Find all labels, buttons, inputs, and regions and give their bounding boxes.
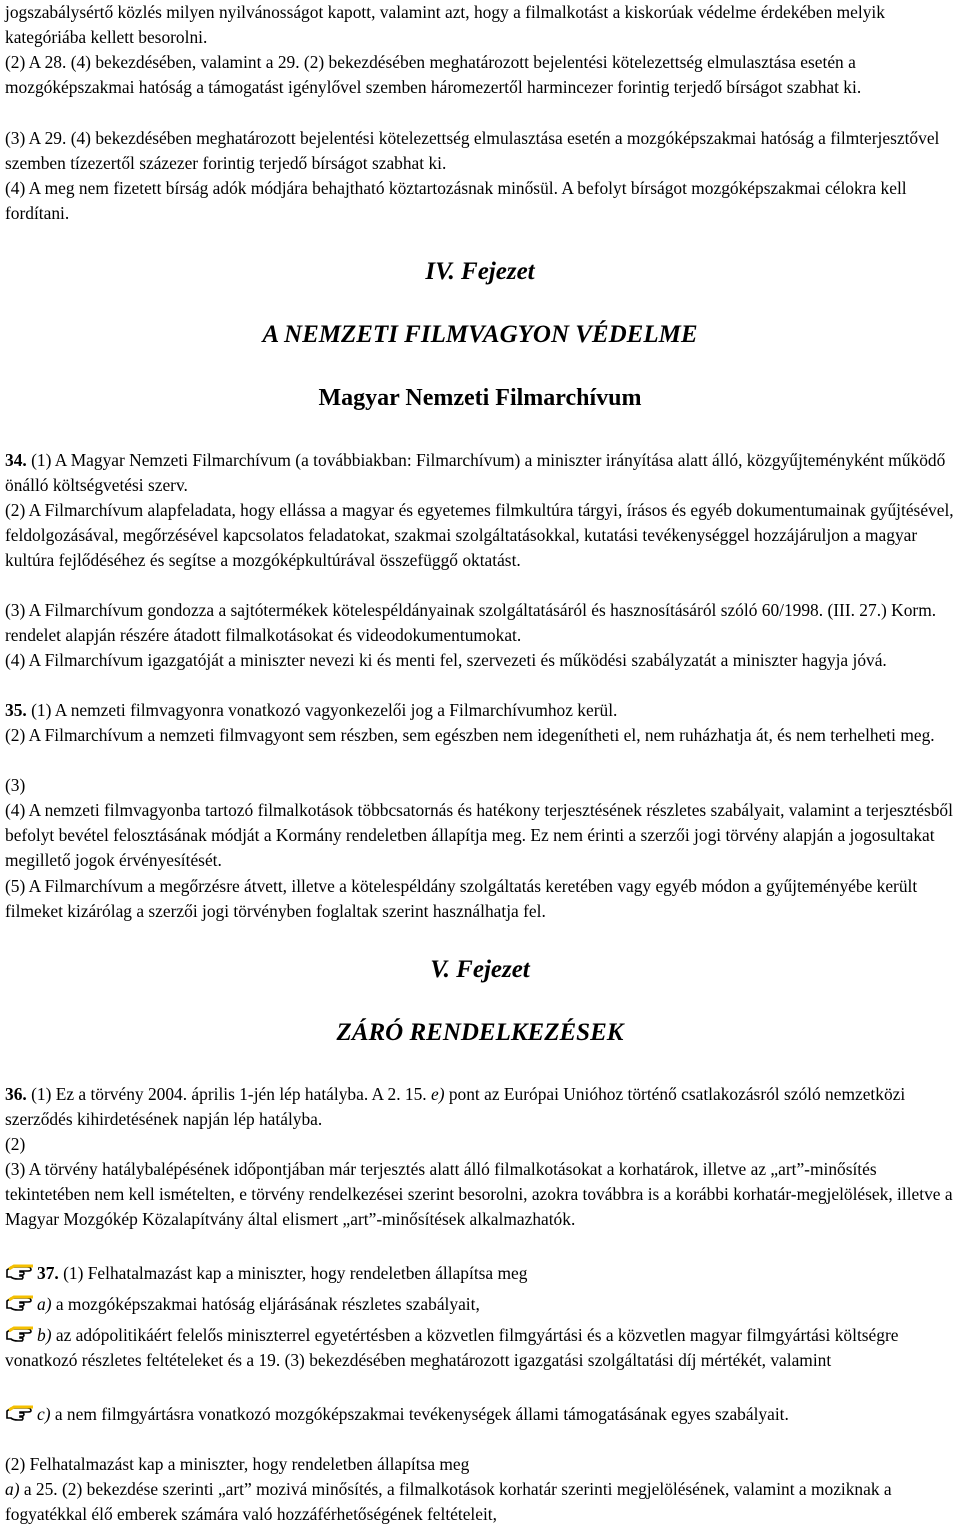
point-letter: e) bbox=[430, 1084, 445, 1104]
point-letter: b) bbox=[37, 1325, 52, 1345]
section-number: 36. bbox=[5, 1084, 27, 1104]
section-35-2: (2) A Filmarchívum a nemzeti filmvagyont sem részben, sem egészben nem idegenítheti el, nem ruházhatja át, és nem terhelheti meg. bbox=[5, 725, 935, 745]
section-37-1-a bbox=[5, 1292, 956, 1317]
section-36-2: (2) bbox=[5, 1134, 26, 1154]
section-34-2: (2) A Filmarchívum alapfeladata, hogy ellássa a magyar és egyetemes filmkultúra tárgyi, írásos és egyéb dokumentumainak gyűjtésével, feldolgozásával, megőrzésével kapcsolatos feladatokat, szakmai szolgáltatásokkal, kutatási tevékenységgel hozzájáruljon a magyar kultúra fejlődéséhez és segítse a mozgóképkultúrával összefüggő oktatást. bbox=[5, 500, 954, 570]
point-text: a mozgóképszakmai hatóság eljárásának részletes szabályait, bbox=[51, 1294, 480, 1314]
pointing-hand-icon[interactable] bbox=[5, 1292, 35, 1314]
section-37-1-b bbox=[5, 1323, 956, 1373]
section-37-2-a bbox=[5, 1477, 956, 1527]
chapter-4-subtitle: Magyar Nemzeti Filmarchívum bbox=[318, 385, 642, 411]
section-36-3: (3) A törvény hatálybalépésének időpontjában már terjesztés alatt álló filmalkotásokat a korhatárok, illetve az „art”-minősítés tekintetében nem kell ismételten, e törvény rendelkezései szerint besorolni, azokra továbbra is a korábbi korhatár-megjelölések, illetve a Magyar Mozgókép Közalapítvány által elismert „art”-minősítések alkalmazhatók. bbox=[5, 1159, 953, 1229]
paragraph-28-4: (4) A meg nem fizetett bírság adók módjára behajtható köztartozásnak minősül. A befolyt bírságot mozgóképszakmai célokra kell fordítani. bbox=[5, 178, 907, 223]
section-35-1 bbox=[5, 698, 956, 723]
section-text: pont az Európai Unióhoz történő csatlakozásról szóló nemzetközi szerződés kihirdetésének napján lép hatályba. bbox=[5, 1084, 906, 1129]
section-37-2: (2) Felhatalmazást kap a miniszter, hogy rendeletben állapítsa meg bbox=[5, 1454, 470, 1474]
paragraph-28-2: (2) A 28. (4) bekezdésében, valamint a 29. (2) bekezdésében meghatározott bejelentési kötelezettség elmulasztása esetén a mozgóképszakmai hatóság a támogatást igénylővel szemben háromezertől harmincezer forintig terjedő bírságot szabhat ki. bbox=[5, 52, 862, 97]
point-letter: a) bbox=[5, 1479, 20, 1499]
pointing-hand-icon[interactable] bbox=[5, 1261, 35, 1283]
point-text: a 25. (2) bekezdése szerinti „art” mozivá minősítés, a filmalkotások korhatár szerinti megjelölésének, valamint a moziknak a fogyatékkal élő emberek számára való hozzáférhetőségének feltételeit, bbox=[5, 1479, 892, 1524]
section-number: 34. bbox=[5, 450, 27, 470]
section-text: (1) A Magyar Nemzeti Filmarchívum (a továbbiakban: Filmarchívum) a miniszter irányítása alatt álló, közgyűjteményként működő önálló költségvetési szerv. bbox=[5, 450, 946, 495]
section-35-3: (3) bbox=[5, 775, 26, 795]
section-text: (1) Felhatalmazást kap a miniszter, hogy rendeletben állapítsa meg bbox=[58, 1263, 528, 1283]
pointing-hand-icon[interactable] bbox=[5, 1323, 35, 1345]
chapter-4-number: IV. Fejezet bbox=[425, 258, 535, 285]
point-letter: c) bbox=[37, 1404, 51, 1424]
paragraph-28-3: (3) A 29. (4) bekezdésében meghatározott bejelentési kötelezettség elmulasztása esetén a mozgóképszakmai hatóság a filmterjesztővel szemben tízezertől százezer forintig terjedő bírságot szabhat ki. bbox=[5, 128, 940, 173]
chapter-5-title: ZÁRÓ RENDELKEZÉSEK bbox=[336, 1019, 624, 1046]
pointing-hand-icon[interactable] bbox=[5, 1402, 35, 1424]
section-34-1 bbox=[5, 448, 956, 498]
section-34-4: (4) A Filmarchívum igazgatóját a miniszter nevezi ki és menti fel, szervezeti és működési szabályzatát a miniszter hagyja jóvá. bbox=[5, 650, 887, 670]
chapter-4-title: A NEMZETI FILMVAGYON VÉDELME bbox=[262, 321, 698, 348]
section-text: (1) Ez a törvény 2004. április 1-jén lép hatályba. A 2. 15. bbox=[26, 1084, 431, 1104]
section-36-1 bbox=[5, 1082, 956, 1132]
section-37-1-c bbox=[5, 1402, 956, 1427]
point-text: a nem filmgyártásra vonatkozó mozgóképszakmai tevékenységek állami támogatásának egyes szabályait. bbox=[50, 1404, 789, 1424]
section-35-4: (4) A nemzeti filmvagyonba tartozó filmalkotások többcsatornás és hatékony terjesztésének részletes szabályait, valamint a terjesztésből befolyt bevétel felosztásának módját a Kormány rendeletben állapítja meg. Ez nem érinti a szerzői jogi törvény alapján a jogosultakat megillető jogok érvényesítését. bbox=[5, 800, 953, 870]
paragraph-penalty-context: jogszabálysértő közlés milyen nyilvánosságot kapott, valamint azt, hogy a filmalkotást a kiskorúak védelme érdekében melyik kategóriába kellett besorolni. bbox=[5, 2, 885, 47]
point-letter: a) bbox=[37, 1294, 52, 1314]
section-37-1 bbox=[5, 1261, 956, 1286]
chapter-5-number: V. Fejezet bbox=[430, 956, 530, 983]
section-34-3: (3) A Filmarchívum gondozza a sajtótermékek kötelespéldányainak szolgáltatásáról és hasznosításáról szóló 60/1998. (III. 27.) Korm. rendelet alapján részére átadott filmalkotásokat és videodokumentumokat. bbox=[5, 600, 937, 645]
point-text: az adópolitikáért felelős miniszterrel egyetértésben a közvetlen filmgyártási és a közvetlen magyar filmgyártási költségre vonatkozó részletes feltételeket és a 19. (3) bekezdésében meghatározott igazgatási szolgáltatási díj mértékét, valamint bbox=[5, 1325, 899, 1370]
section-35-5: (5) A Filmarchívum a megőrzésre átvett, illetve a kötelespéldány szolgáltatás keretében vagy egyéb módon a gyűjteményébe került filmeket kizárólag a szerzői jogi törvényben foglaltak szerint használhatja fel. bbox=[5, 876, 918, 921]
section-number: 35. bbox=[5, 700, 27, 720]
section-number: 37. bbox=[37, 1263, 59, 1283]
section-text: (1) A nemzeti filmvagyonra vonatkozó vagyonkezelői jog a Filmarchívumhoz kerül. bbox=[26, 700, 618, 720]
